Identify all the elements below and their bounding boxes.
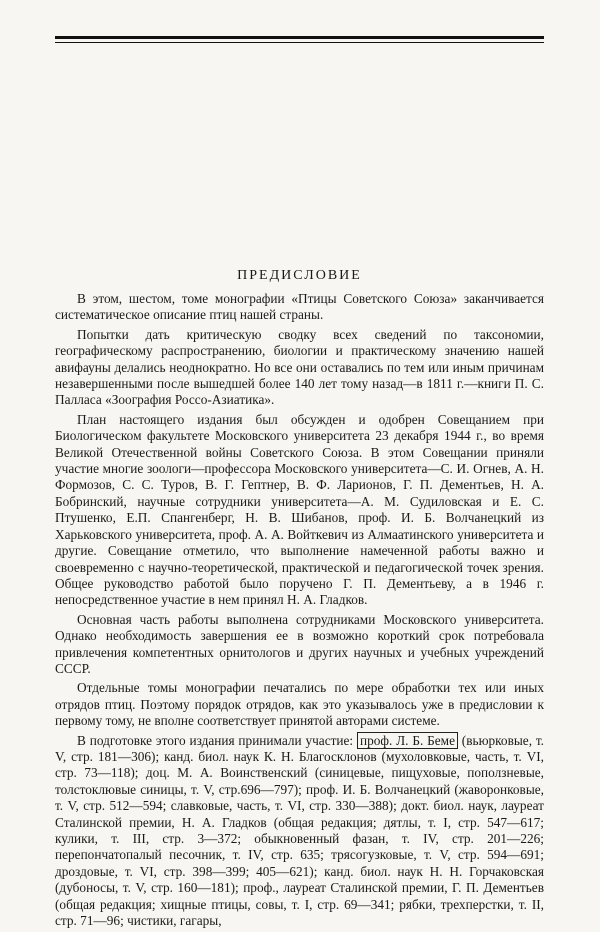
paragraph-4: Основная часть работы выполнена сотрудниками Московского университета. Однако необходимость завершения ее в возможно короткий срок потребовала привлечения компетентных орнитологов и других научных и учебных учреждений СССР. (55, 611, 544, 676)
contributors-intro: В подготовке этого издания принимали участие: (77, 732, 357, 748)
contributors-list: (вьюрковые, т. V, стр. 181—306); канд. биол. наук К. Н. Благосклонов (мухоловковые, часть, т. VI, стр. 73—118); доц. М. А. Воинственский (синицевые, пищуховые, поползневые, толстоклювые синицы, т. V, стр.696—797); проф. И. Б. Волчанецкий (жаворонковые, т. V, стр. 512—594; славковые, часть, т. VI, стр. 330—388); докт. биол. наук, лауреат Сталинской премии, Н. А. Гладков (общая редакция; дятлы, т. I, стр. 547—617; кулики, т. III, стр. 3—372; обыкновенный фазан, т. IV, стр. 201—226; перепончатопалый песочник, т. IV, стр. 635; трясогузковые, т. V, стр. 594—691; дроздовые, т. VI, стр. 398—399; 405—621); канд. биол. наук Н. Н. Горчаковская (дубоносы, т. V, стр. 160—181); проф., лауреат Сталинской премии, Г. П. Дементьев (общая редакция; хищные птицы, совы, т. I, стр. 69—341; рябки, трехперстки, т. II, стр. 71—96; чистики, гагары, (55, 732, 544, 929)
paragraph-2: Попытки дать критическую сводку всех сведений по таксономии, географическому распространению, биологии и практическому значению нашей авифауны делались неоднократно. Но все они оставались по тем или иным причинам незавершенными после вышедшей более 140 лет тому назад—в 1811 г.—книги П. С. Палласа «Зоография Россо-Азиатика». (55, 326, 544, 408)
section-heading: ПРЕДИСЛОВИЕ (237, 268, 362, 283)
top-rule-thick (55, 36, 544, 39)
paragraph-6 (55, 733, 544, 930)
paragraph-5: Отдельные томы монографии печатались по мере обработки тех или иных отрядов птиц. Поэтому порядок отрядов, как это указывалось уже в предисловии к первому тому, не вполне соответствует принятой авторами системе. (55, 680, 544, 729)
top-rule-thin (55, 42, 544, 43)
paragraph-3: План настоящего издания был обсужден и одобрен Совещанием при Биологическом факультете Московского университета 23 декабря 1944 г., во время Великой Отечественной войны Советского Союза. В этом Совещании приняли участие многие зоологи—профессора Московского университета—С. И. Огнев, А. Н. Формозов, С. С. Туров, В. Г. Гептнер, В. Ф. Ларионов, Г. П. Дементьев, Н. А. Бобринский, научные сотрудники университета—А. М. Судиловская и Е. С. Птушенко, Е.П. Спангенберг, Н. В. Шибанов, проф. И. Б. Волчанецкий из Харьковского университета, проф. А. А. Войткевич из Алмаатинского университета и другие. Совещание отметило, что выполнение намеченной работы важно и своевременно с научно-теоретической, практической и педагогической точек зрения. Общее руководство работой было поручено Г. П. Дементьеву, а в 1946 г. непосредственное участие в нем принял Н. А. Гладков. (55, 411, 544, 608)
paragraph-1: В этом, шестом, томе монографии «Птицы Советского Союза» заканчивается систематическое описание птиц нашей страны. (55, 291, 544, 323)
boxed-name: проф. Л. Б. Беме (357, 732, 458, 749)
preface-text (55, 291, 544, 932)
